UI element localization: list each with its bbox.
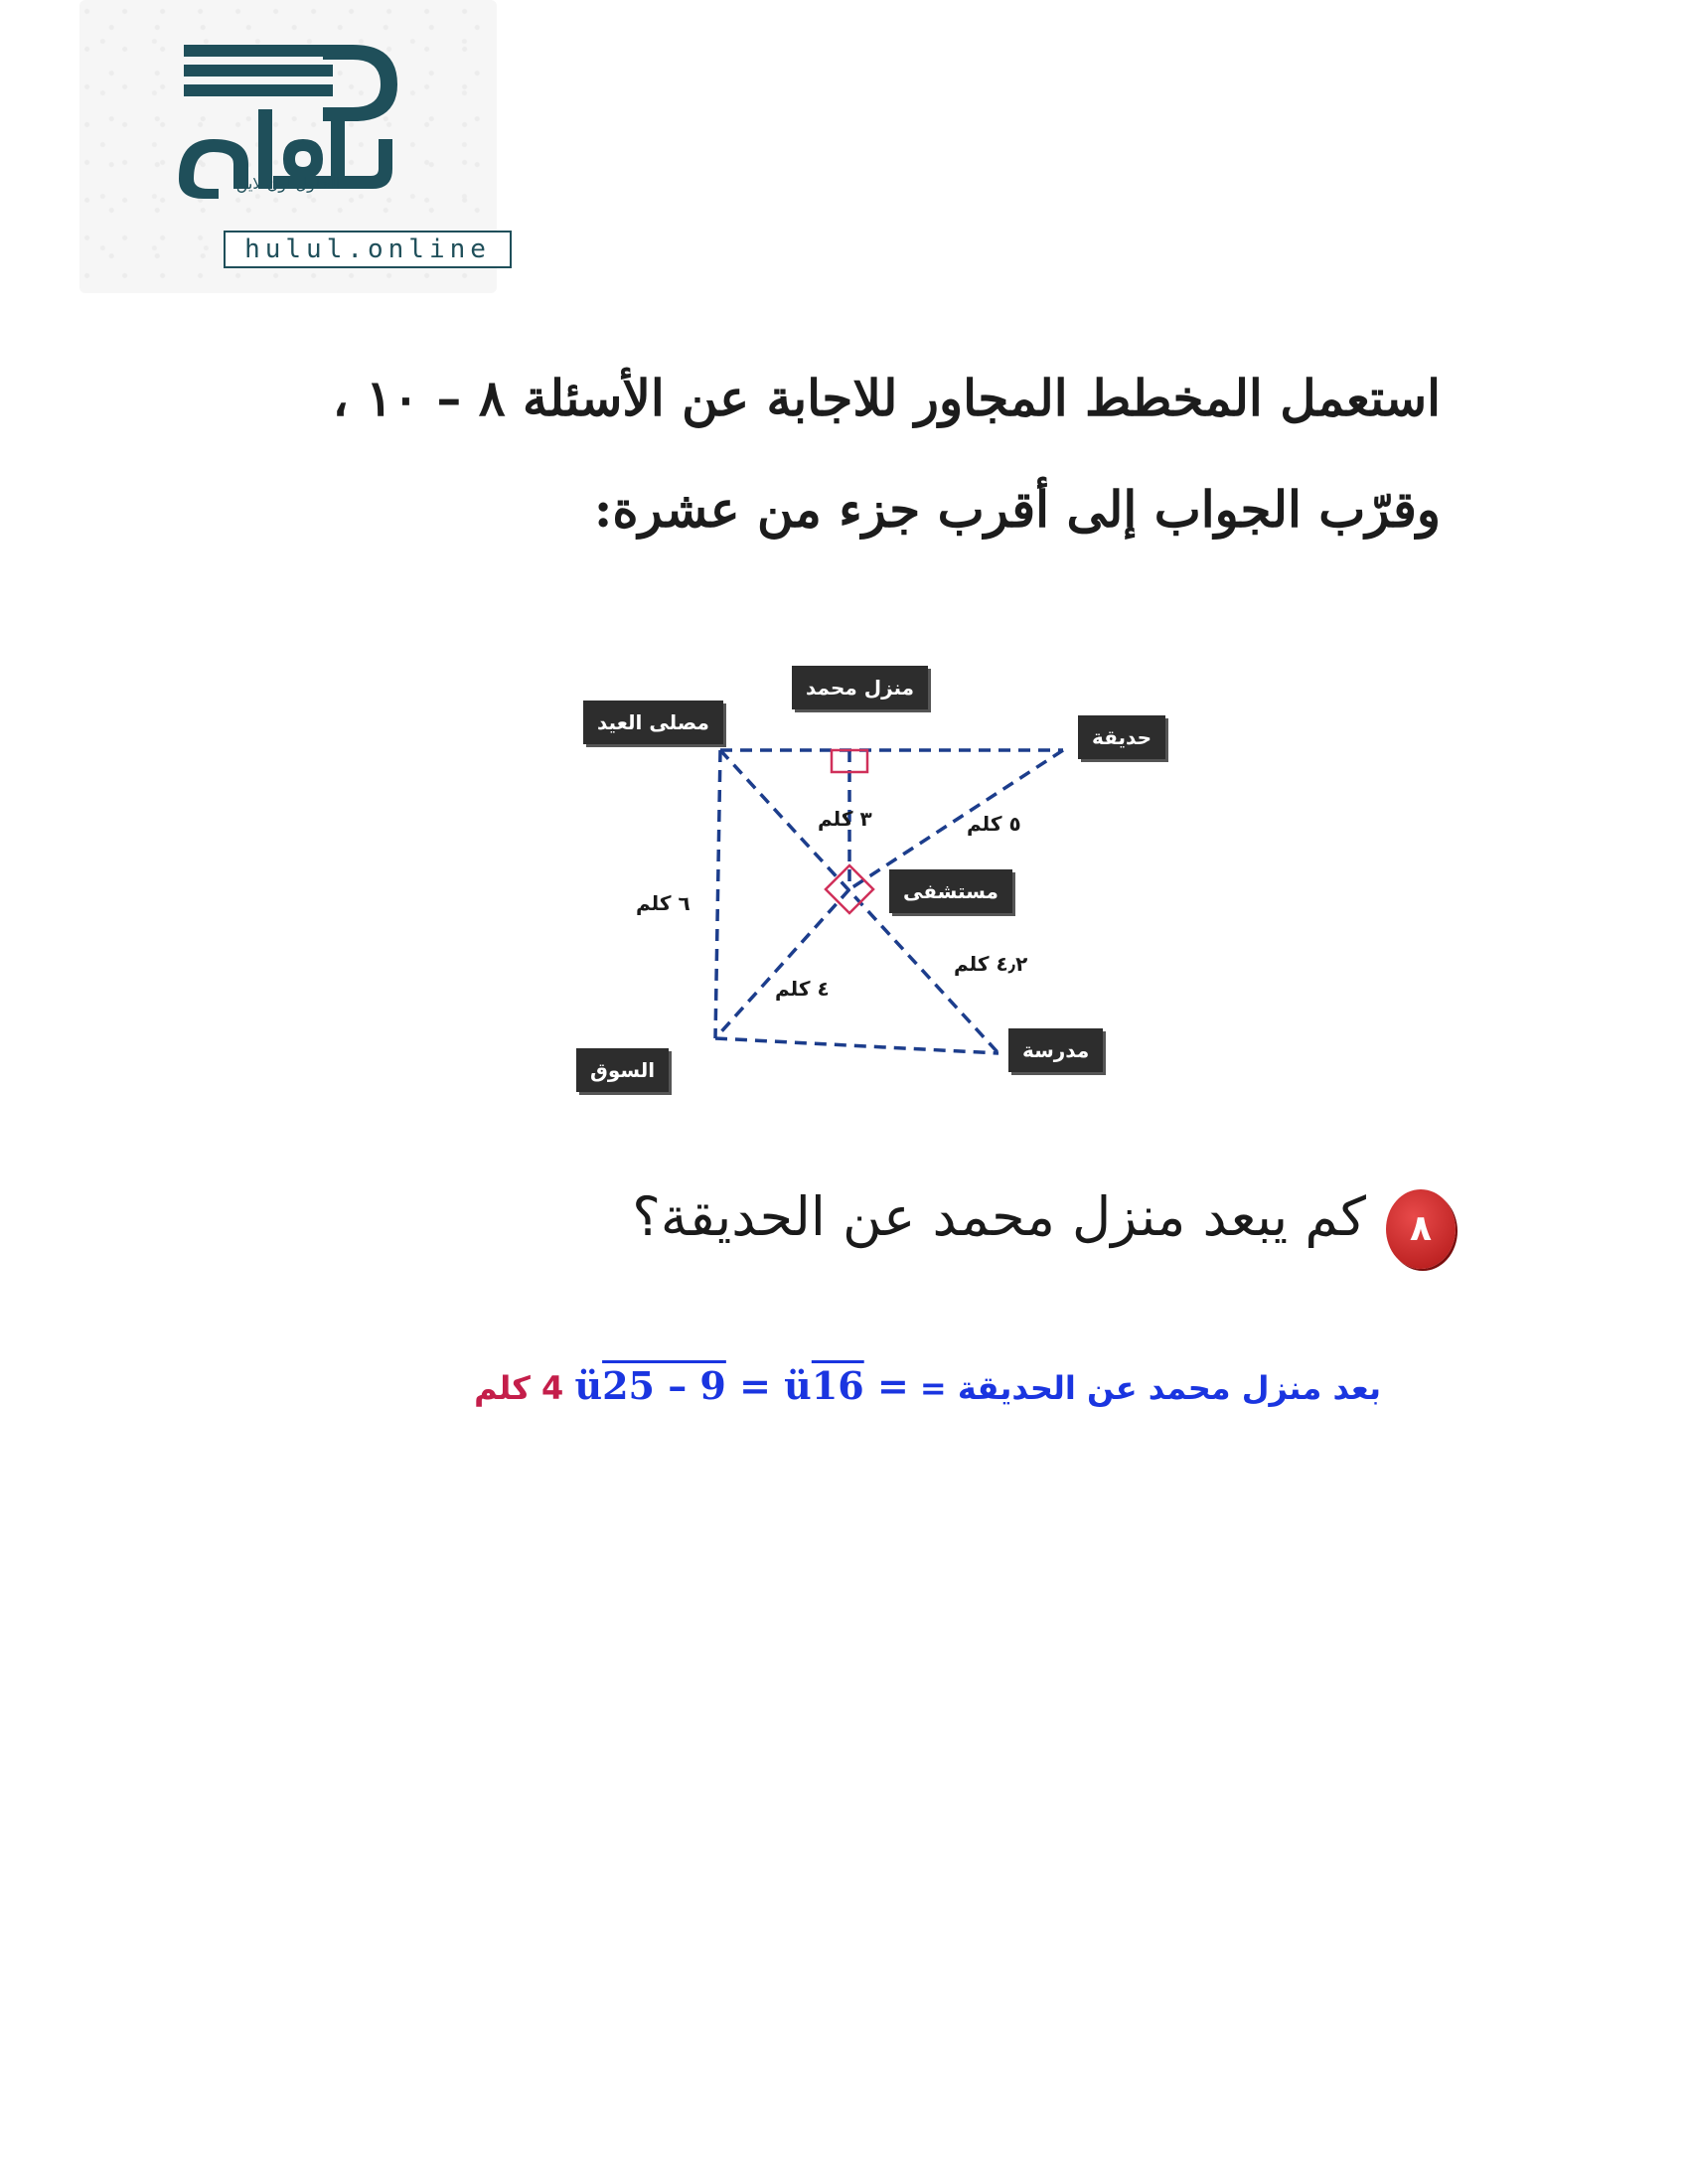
label-hospital: مستشفى bbox=[889, 869, 1012, 913]
radicand-2: 16 bbox=[811, 1363, 864, 1408]
map-diagram bbox=[571, 586, 1247, 1108]
label-market: السوق bbox=[576, 1048, 669, 1092]
equals-2: = bbox=[876, 1363, 909, 1408]
answer-label: بعد منزل محمد عن الحديقة = bbox=[919, 1369, 1381, 1407]
question-text: كم يبعد منزل محمد عن الحديقة؟ bbox=[632, 1185, 1366, 1248]
question-8 bbox=[596, 1168, 1470, 1297]
distance-hospital-school: ٤٫٢ كلم bbox=[954, 952, 1028, 976]
instructions-line-1: استعمل المخطط المجاور للاجابة عن الأسئلة ٨ – ١٠ ، bbox=[332, 369, 1441, 427]
logo bbox=[79, 0, 497, 293]
line-park-hospital bbox=[849, 750, 1063, 889]
line-hospital-market bbox=[715, 889, 849, 1038]
label-home: منزل محمد bbox=[792, 666, 928, 709]
radical-symbol-1: ü bbox=[574, 1363, 603, 1408]
instructions bbox=[199, 343, 1441, 565]
question-number-badge: ٨ bbox=[1386, 1189, 1456, 1269]
logo-url: hulul.online bbox=[224, 231, 512, 268]
radical-symbol-2: ü bbox=[784, 1363, 812, 1408]
logo-tagline: الحلول اون لاين bbox=[235, 174, 341, 193]
distance-prayer-market: ٦ كلم bbox=[636, 891, 691, 915]
distance-park-hospital: ٥ كلم bbox=[967, 812, 1021, 836]
answer-math bbox=[574, 1363, 908, 1408]
distance-home-hospital: ٣ كلم bbox=[818, 807, 872, 831]
distance-hospital-market: ٤ كلم bbox=[775, 977, 830, 1001]
label-prayer: مصلى العيد bbox=[583, 701, 723, 744]
label-park: حديقة bbox=[1078, 715, 1165, 759]
line-market-school bbox=[715, 1038, 998, 1053]
label-school: مدرسة bbox=[1008, 1028, 1103, 1072]
diagram-lines bbox=[571, 586, 1247, 1108]
instructions-line-2: وقرّب الجواب إلى أقرب جزء من عشرة: bbox=[593, 480, 1441, 539]
answer-line bbox=[474, 1363, 1381, 1423]
equals-1: = bbox=[739, 1363, 771, 1408]
line-prayer-market bbox=[715, 750, 720, 1038]
radicand-1: 25 – 9 bbox=[602, 1363, 726, 1408]
answer-result: 4 كلم bbox=[474, 1369, 564, 1407]
